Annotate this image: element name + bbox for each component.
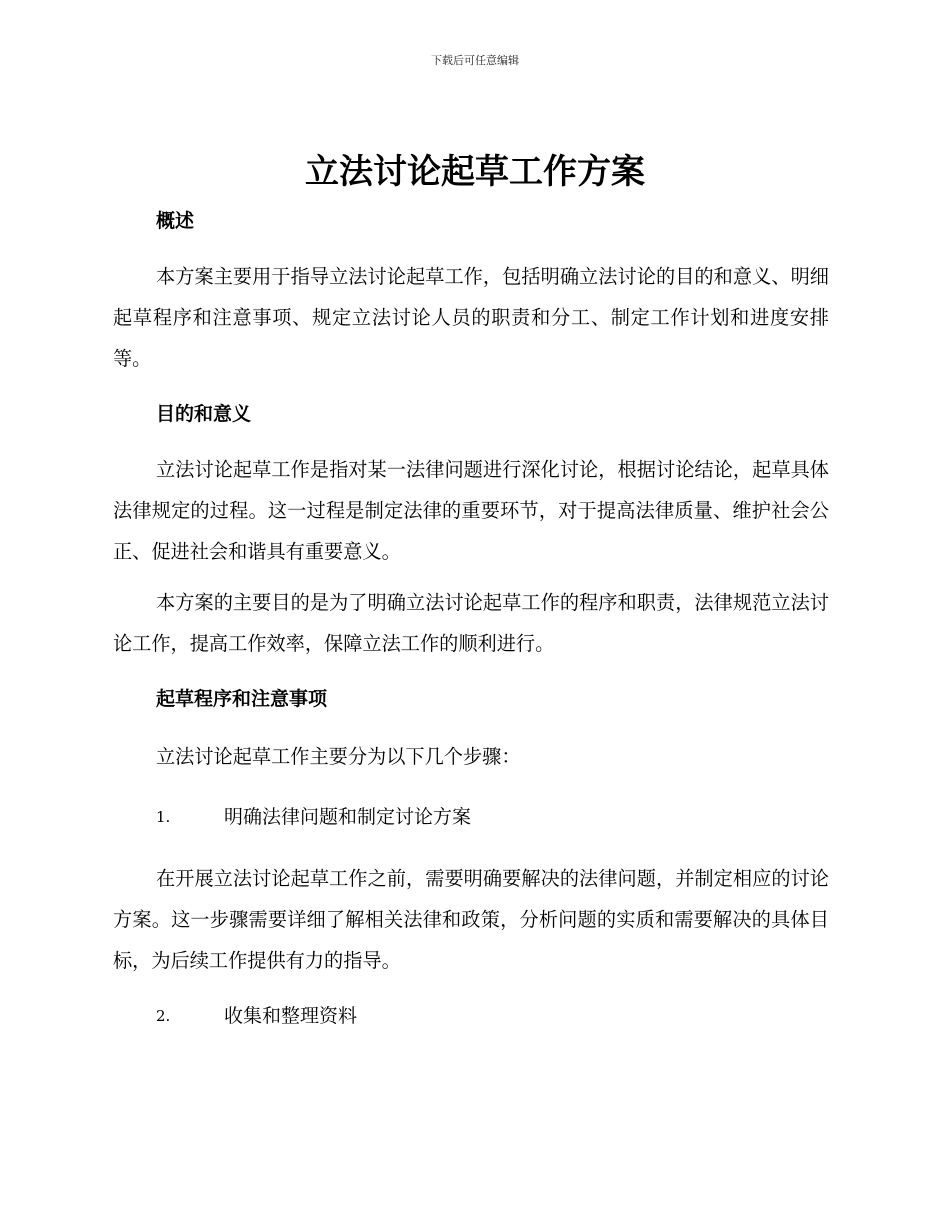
spacer: [113, 572, 829, 582]
list-item-text: 明确法律问题和制定讨论方案: [224, 806, 472, 828]
list-item-text: 收集和整理资料: [224, 1005, 358, 1027]
spacer: [113, 716, 829, 740]
list-item-2: [113, 999, 829, 1033]
purpose-paragraph-1: 立法讨论起草工作是指对某一法律问题进行深化讨论，根据讨论结论，起草具体法律规定的过程。这一过程是制定法律的重要环节，对于提高法律质量、维护社会公正、促进社会和谐具有重要意义。: [113, 458, 829, 563]
section-heading-overview: 概述: [156, 210, 195, 232]
spacer: [113, 981, 829, 999]
spacer: [113, 379, 829, 397]
spacer: [113, 664, 829, 682]
section-heading-procedure: 起草程序和注意事项: [156, 688, 328, 710]
list-item-number: 2.: [156, 1007, 171, 1025]
procedure-intro: 立法讨论起草工作主要分为以下几个步骤：: [156, 745, 521, 768]
spacer: [113, 238, 829, 256]
purpose-paragraph-2: 本方案的主要目的是为了明确立法讨论起草工作的程序和职责，法律规范立法讨论工作，提高工作效率，保障立法工作的顺利进行。: [113, 591, 829, 655]
spacer: [113, 834, 829, 858]
section-heading-purpose: 目的和意义: [156, 403, 252, 425]
overview-paragraph: 本方案主要用于指导立法讨论起草工作，包括明确立法讨论的目的和意义、明细起草程序和注意事项、规定立法讨论人员的职责和分工、制定工作计划和进度安排等。: [113, 265, 829, 370]
document-title: 立法讨论起草工作方案: [305, 152, 645, 192]
document-body: [113, 204, 829, 1033]
spacer: [113, 774, 829, 800]
list-item-1: [113, 800, 829, 834]
list-item-1-paragraph: 在开展立法讨论起草工作之前，需要明确要解决的法律问题，并制定相应的讨论方案。这一步骤需要详细了解相关法律和政策，分析问题的实质和需要解决的具体目标，为后续工作提供有力的指导。: [113, 867, 829, 972]
spacer: [113, 431, 829, 449]
header-note: 下载后可任意编辑: [431, 54, 519, 67]
list-item-number: 1.: [156, 808, 171, 826]
